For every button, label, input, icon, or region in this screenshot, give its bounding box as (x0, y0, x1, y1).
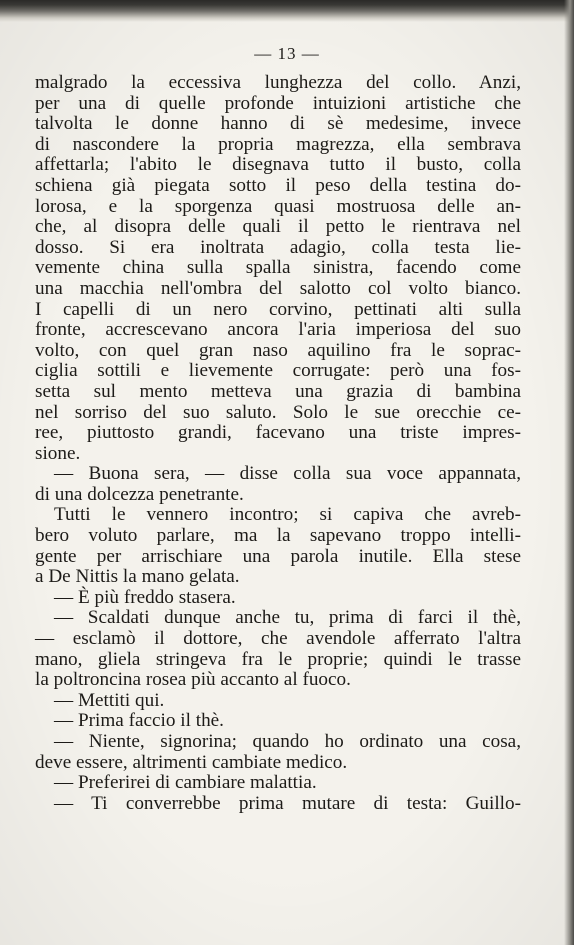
text-line: sione. (35, 442, 81, 464)
text-line: schiena già piegata sotto il peso della testina do- (35, 174, 521, 196)
text-line: — È più freddo stasera. (54, 586, 236, 608)
text-line: vemente china sulla spalla sinistra, facendo come (35, 257, 521, 279)
page-number: — 13 — (254, 44, 320, 63)
text-line: malgrado la eccessiva lunghezza del collo. Anzi, (35, 72, 521, 93)
text-line: talvolta le donne hanno di sè medesime, invece (35, 113, 521, 135)
text-line: bero voluto parlare, ma la sapevano troppo intelli- (35, 525, 521, 547)
text-line: ree, piuttosto grandi, facevano una triste impres- (35, 422, 521, 444)
text-line: — Ti converrebbe prima mutare di testa: Guillo- (54, 792, 521, 814)
text-line: — Niente, signorina; quando ho ordinato una cosa, (54, 731, 521, 752)
text-line: che, al disopra delle quali il petto le rientrava nel (35, 216, 521, 238)
text-line: dosso. Si era inoltrata adagio, colla testa lie- (35, 236, 521, 258)
scan-top-shadow (0, 0, 574, 22)
text-line: di una dolcezza penetrante. (35, 483, 244, 505)
text-line: — Mettiti qui. (54, 689, 165, 711)
text-line: volto, con quel gran naso aquilino fra le soprac- (35, 339, 521, 361)
text-line: — Scaldati dunque anche tu, prima di farci il thè, (54, 607, 521, 629)
scan-right-shadow (564, 0, 574, 945)
text-line: a De Nittis la mano gelata. (35, 566, 240, 588)
text-line: — Preferirei di cambiare malattia. (54, 772, 317, 794)
text-line: I capelli di un nero corvino, pettinati alti sulla (35, 298, 521, 320)
text-line: deve essere, altrimenti cambiate medico. (35, 751, 348, 773)
text-line: di nascondere la propria magrezza, ella sembrava (35, 133, 521, 155)
text-line: affettarla; l'abito le disegnava tutto il busto, colla (35, 154, 521, 176)
text-line: setta sul mento metteva una grazia di bambina (35, 380, 521, 402)
text-line: per una di quelle profonde intuizioni artistiche che (35, 92, 521, 114)
text-line: — Prima faccio il thè. (54, 710, 224, 732)
text-line: lorosa, e la sporgenza quasi mostruosa delle an- (35, 195, 521, 217)
text-line: — esclamò il dottore, che avendole afferrato l'altra (35, 628, 521, 650)
text-line: fronte, accrescevano ancora l'aria imperiosa del suo (35, 319, 521, 341)
body-text (35, 73, 521, 814)
text-line: una macchia nell'ombra del salotto col volto bianco. (35, 277, 521, 299)
text-line: Tutti le vennero incontro; si capiva che avreb- (54, 504, 521, 526)
text-line: — Buona sera, — disse colla sua voce appannata, (54, 463, 521, 485)
text-line: nel sorriso del suo saluto. Solo le sue orecchie ce- (35, 401, 521, 423)
text-line: mano, gliela stringeva fra le proprie; quindi le trasse (35, 648, 521, 670)
text-line: ciglia sottili e lievemente corrugate: però una fos- (35, 360, 521, 382)
text-line: la poltroncina rosea più accanto al fuoco. (35, 669, 351, 691)
text-line: gente per arrischiare una parola inutile. Ella stese (35, 545, 521, 567)
